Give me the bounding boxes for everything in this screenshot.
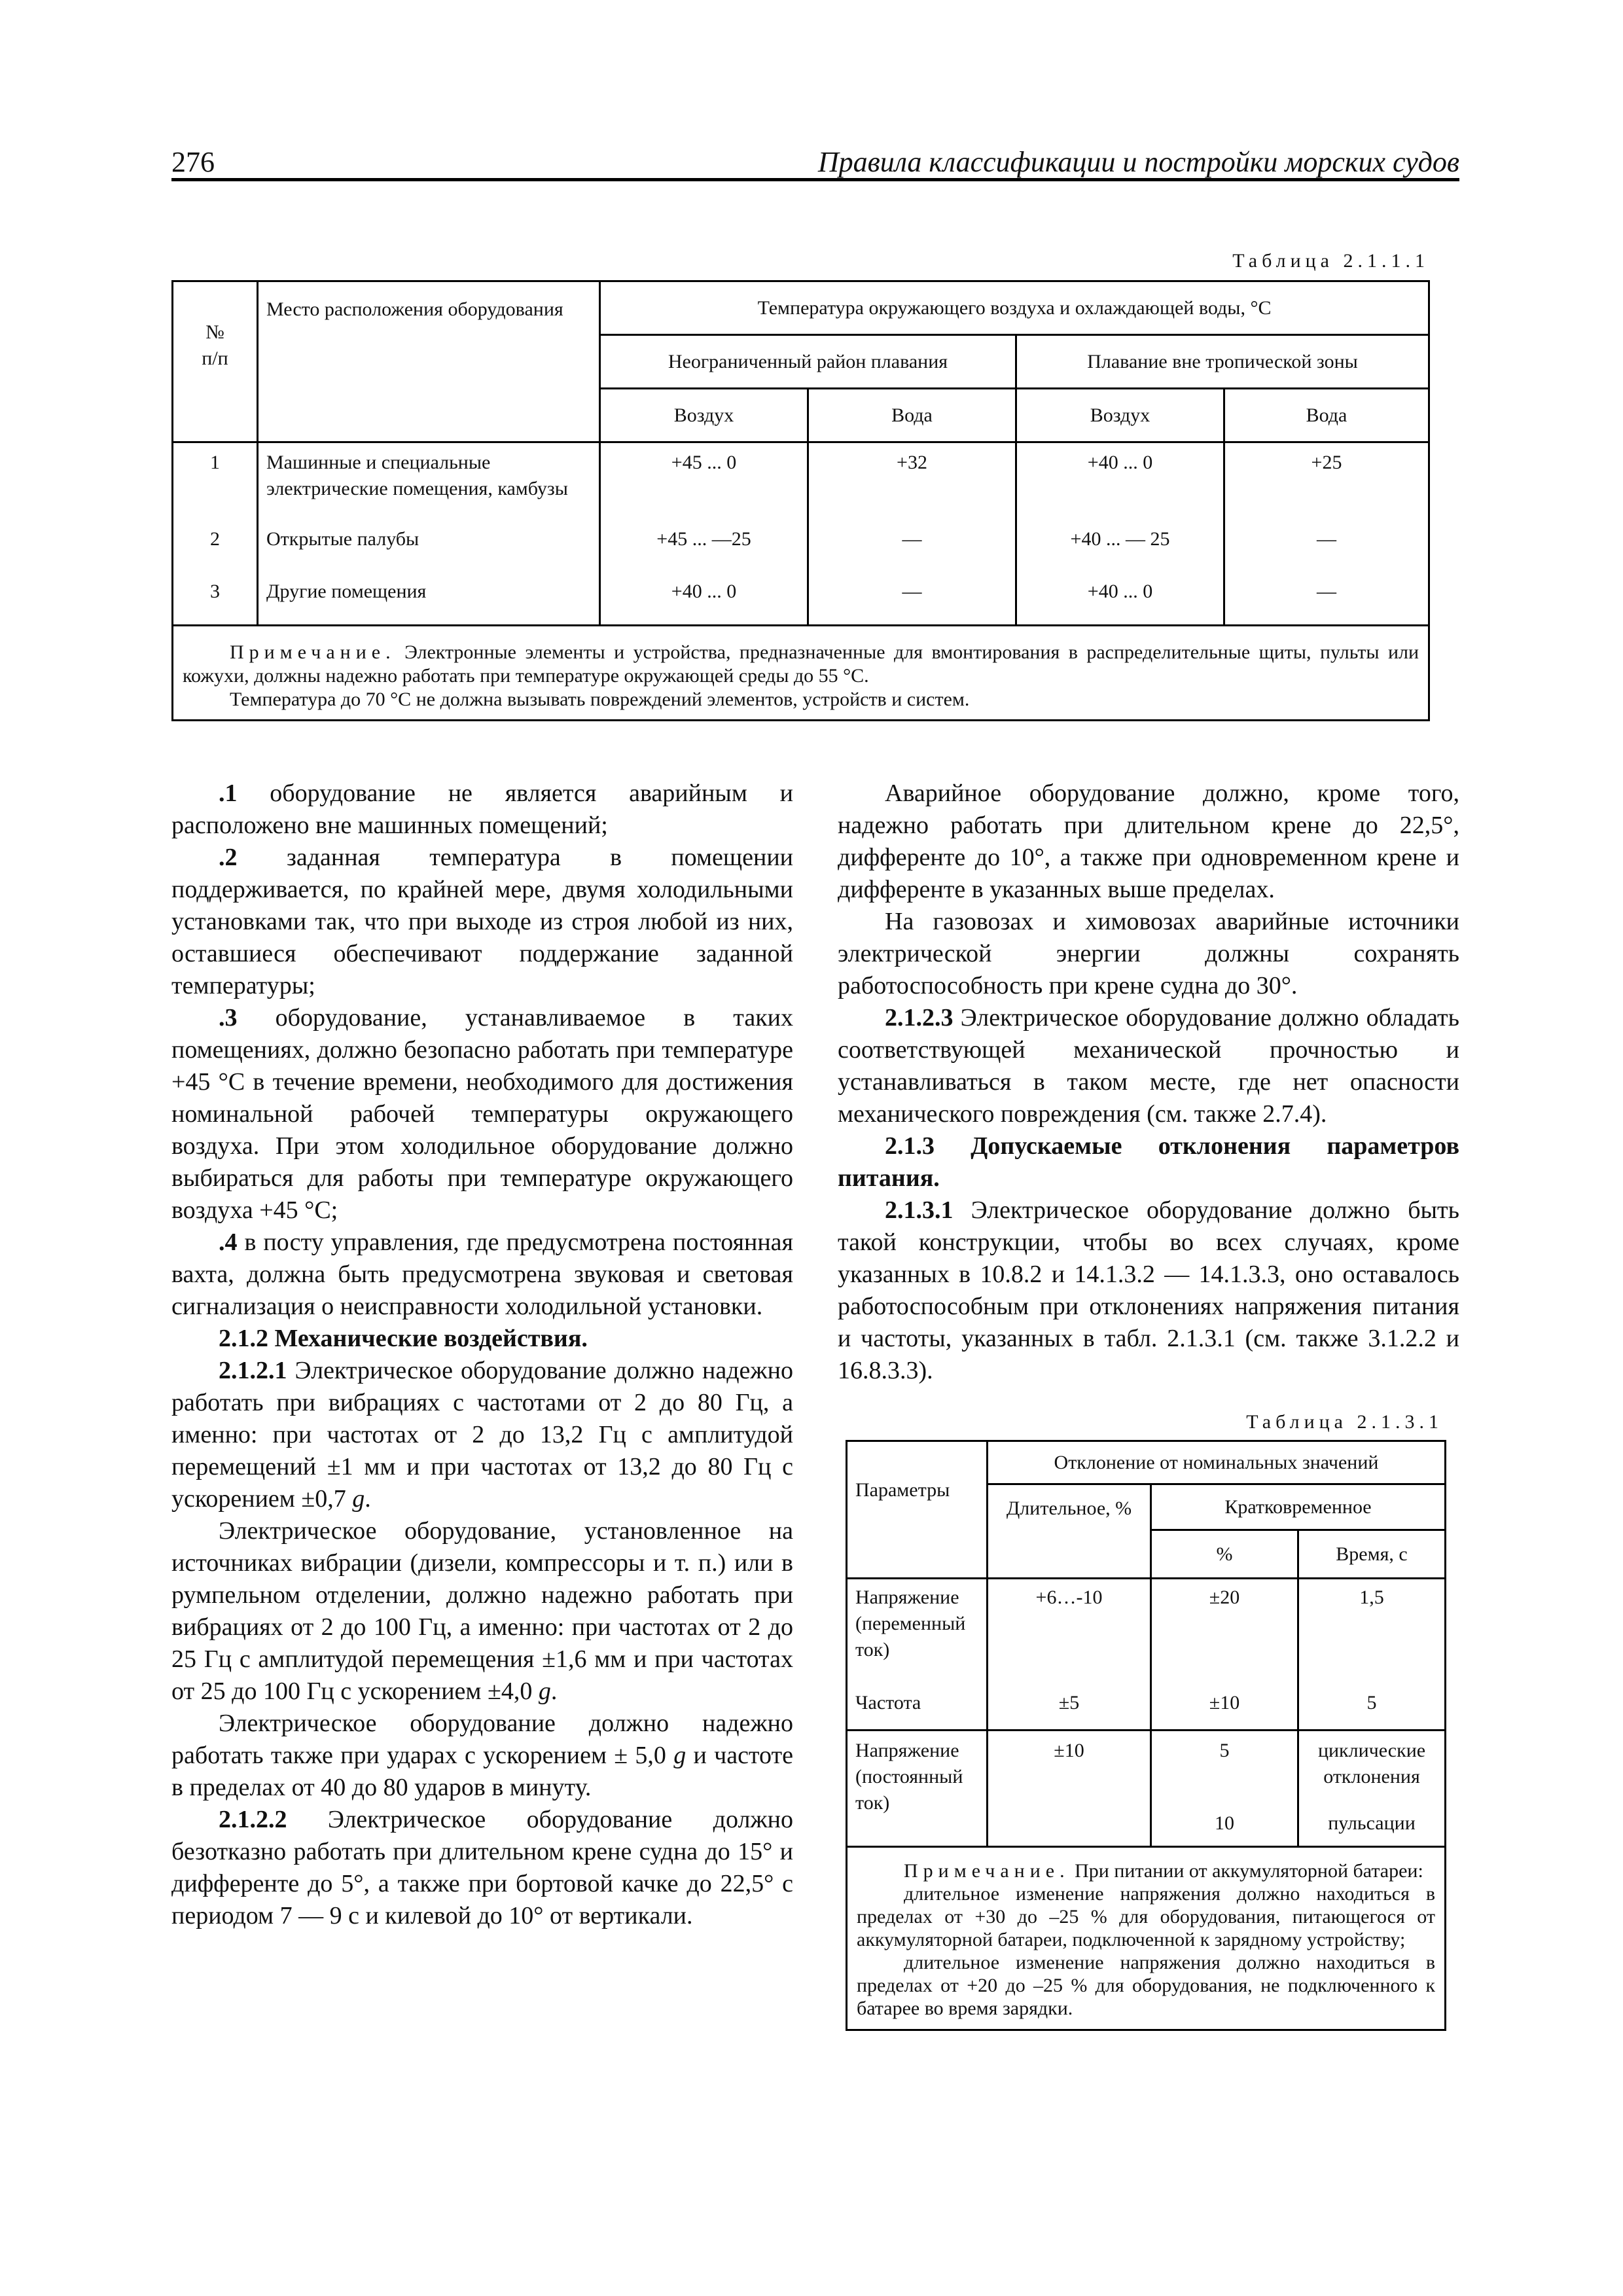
table-cell: +45 ... 0 <box>600 442 808 520</box>
table-cell: +45 ... —25 <box>600 520 808 572</box>
note-item: длительное изменение напряжения должно находиться в пределах от +20 до –25 % для оборудования, не подключенного к батарее во время зарядки. <box>857 1952 1435 2019</box>
table-cell: 10 <box>1151 1808 1298 1847</box>
table-2-1-1-1 <box>171 280 1430 721</box>
table-row-location: Открытые палубы <box>258 520 600 572</box>
table-cell: — <box>808 520 1016 572</box>
header-short-term: Кратковременное <box>1151 1484 1446 1530</box>
header-percent: % <box>1151 1530 1298 1579</box>
left-column: .1 оборудование не является аварийным и расположено вне машинных помещений; .2 заданная температура в помещении поддерживается, по крайней мере, двумя холодильными установками так, что при выходе из строя любой из них, оставшиеся обеспечивают поддержание заданной температуры; .3 оборудование, устанавливаемое в таких помещениях, должно безопасно работать при температуре +45 °С в течение времени, необходимого для достижения номинальной рабочей температуры окружающего воздуха. При этом холодильное оборудование должно выбираться для работы при температуре окружающего воздуха +45 °С; .4 в посту управления, где предусмотрена постоянная вахта, должна быть предусмотрена звуковая и световая сигнализация о неисправности холодильной установки. 2.1.2 Механические воздействия. 2.1.2.1 Электрическое оборудование должно надежно работать при вибрациях с частотами от 2 до 80 Гц, а именно: при частотах от 2 до 13,2 Гц с амплитудой перемещений ±1 мм и при частотах от 13,2 до 80 Гц с ускорением ±0,7 g. Электрическое оборудование, установленное на источниках вибрации (дизели, компрессоры и т. п.) или в румпельном отделении, должно надежно работать при вибрациях от 2 до 100 Гц, а именно: при частотах от 2 до 25 Гц с амплитудой перемещения ±1,6 мм и при частотах от 25 до 100 Гц с ускорением ±4,0 g. Электрическое оборудование должно надежно работать также при ударах с ускорением ± 5,0 g и частоте в пределах от 40 до 80 ударов в минуту. 2.1.2.2 Электрическое оборудование должно безотказно работать при длительном крене судна до 15° и дифференте до 5°, а также при бортовой качке до 22,5° с периодом 7 — 9 с и килевой до 10° от вертикали. <box>171 780 794 1929</box>
header-long-term: Длительное, % <box>988 1484 1151 1579</box>
table-cell: +32 <box>808 442 1016 520</box>
table-row-num: 1 <box>173 442 258 520</box>
table-cell: +40 ... 0 <box>600 572 808 626</box>
table2-note <box>847 1847 1446 2030</box>
header-air: Воздух <box>600 389 808 442</box>
table-cell: 5 <box>1151 1731 1298 1808</box>
table-cell: ±5 <box>988 1689 1151 1731</box>
table-cell: ±10 <box>988 1731 1151 1847</box>
table-2-1-3-1 <box>846 1440 1446 2031</box>
table-cell: ±20 <box>1151 1579 1298 1689</box>
page-number: 276 <box>171 146 215 178</box>
note-label: Примечание. <box>230 641 396 663</box>
table1-caption: Таблица 2.1.1.1 <box>1232 250 1429 272</box>
header-location: Место расположения оборудования <box>258 281 600 442</box>
header-rule <box>171 178 1459 181</box>
section-heading: 2.1.3 Допускаемые отклонения параметров питания. <box>838 1132 1459 1192</box>
header-water: Вода <box>1224 389 1429 442</box>
table-cell: 1,5 <box>1298 1579 1446 1689</box>
table-row-param: Напряжение (переменный ток) <box>847 1579 988 1689</box>
table-cell: — <box>1224 572 1429 626</box>
table-cell: ±10 <box>1151 1689 1298 1731</box>
section-heading: 2.1.2 Механические воздействия. <box>219 1325 588 1352</box>
table2-caption: Таблица 2.1.3.1 <box>1246 1411 1443 1433</box>
table-cell: +40 ... 0 <box>1016 572 1224 626</box>
table-row-num: 2 <box>173 520 258 572</box>
header-temperature: Температура окружающего воздуха и охлаждающей воды, °С <box>600 281 1429 335</box>
right-column: Аварийное оборудование должно, кроме того, надежно работать при длительном крене до 22,5°, дифференте до 10°, а также при одновременном крене и дифференте в указанных выше пределах. На газовозах и химовозах аварийные источники электрической энергии должны сохранять работоспособность при крене судна до 30°. 2.1.2.3 Электрическое оборудование должно обладать соответствующей механической прочностью и устанавливаться в таком месте, где нет опасности механического повреждения (см. также 2.7.4). 2.1.3 Допускаемые отклонения параметров питания. 2.1.3.1 Электрическое оборудование должно быть такой конструкции, чтобы во всех случаях, кроме указанных в 10.8.2 и 14.1.3.2 — 14.1.3.3, оно оставалось работоспособным при отклонениях напряжения питания и частоты, указанных в табл. 2.1.3.1 (см. также 3.1.2.2 и 16.8.3.3). <box>838 780 1459 1384</box>
table-cell: — <box>1224 520 1429 572</box>
table1-note <box>173 626 1429 721</box>
table-cell: циклические отклонения <box>1298 1731 1446 1808</box>
note-item: длительное изменение напряжения должно находиться в пределах от +30 до –25 % для оборудования, питающегося от аккумуляторной батареи, подключенной к зарядному устройству; <box>857 1883 1435 1950</box>
note-text: Температура до 70 °С не должна вызывать повреждений элементов, устройств и систем. <box>230 689 970 710</box>
table-row-param: Частота <box>847 1689 988 1731</box>
table-cell: +25 <box>1224 442 1429 520</box>
header-air: Воздух <box>1016 389 1224 442</box>
header-params: Параметры <box>847 1441 988 1579</box>
table-cell: — <box>808 572 1016 626</box>
note-text: Электронные элементы и устройства, предназначенные для вмонтирования в распределительные щиты, пульты или кожухи, должны надежно работать при температуре окружающей среды до 55 °С. <box>183 641 1419 687</box>
running-title: Правила классификации и постройки морских судов <box>817 146 1459 178</box>
table-row-location: Другие помещения <box>258 572 600 626</box>
table-row-num: 3 <box>173 572 258 626</box>
header-num: № п/п <box>173 281 258 442</box>
note-text: При питании от аккумуляторной батареи: <box>1075 1860 1423 1882</box>
header-unlimited: Неограниченный район плавания <box>600 335 1016 389</box>
table-row-param: Напряжение (постоянный ток) <box>847 1731 988 1847</box>
header-time: Время, с <box>1298 1530 1446 1579</box>
table-cell: +40 ... 0 <box>1016 442 1224 520</box>
table-cell: +6…-10 <box>988 1579 1151 1689</box>
header-outside-tropics: Плавание вне тропической зоны <box>1016 335 1429 389</box>
table-row-location: Машинные и специальные электрические помещения, камбузы <box>258 442 600 520</box>
table-cell: 5 <box>1298 1689 1446 1731</box>
table-cell: +40 ... — 25 <box>1016 520 1224 572</box>
note-label: Примечание. <box>904 1860 1070 1882</box>
header-water: Вода <box>808 389 1016 442</box>
table-cell: пульсации <box>1298 1808 1446 1847</box>
header-deviation: Отклонение от номинальных значений <box>988 1441 1446 1484</box>
